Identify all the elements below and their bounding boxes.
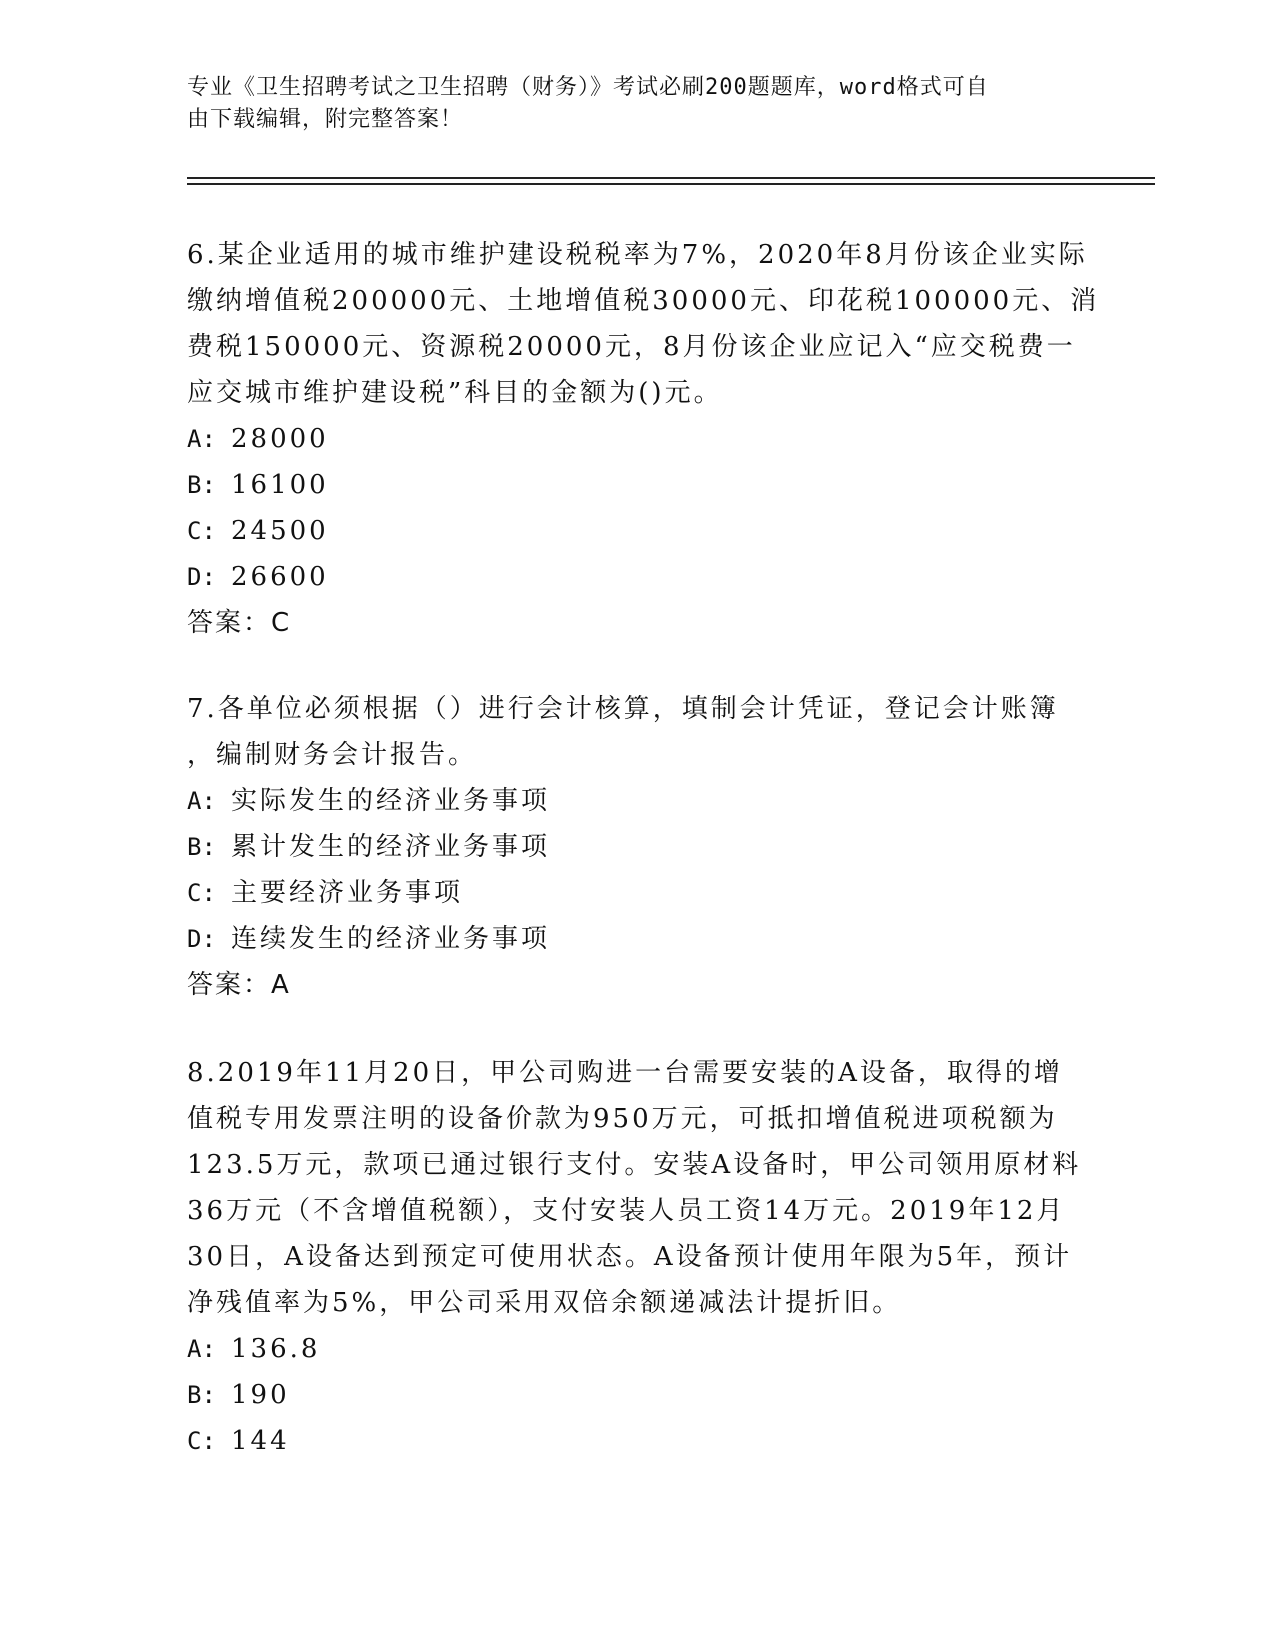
option-text: 累计发生的经济业务事项 — [231, 832, 551, 862]
option-b — [187, 1372, 1087, 1418]
stem-line: 缴纳增值税200000元、土地增值税30000元、印花税100000元、消 — [187, 286, 1100, 316]
option-letter: A: — [187, 1335, 216, 1363]
question-8 — [187, 1050, 1087, 1464]
option-letter: A: — [187, 425, 216, 453]
stem-line: 36万元（不含增值税额），支付安装人员工资14万元。2019年12月 — [187, 1196, 1066, 1226]
header-divider-top — [187, 177, 1155, 179]
answer-line: 答案：C — [187, 608, 292, 638]
option-letter: A: — [187, 787, 216, 815]
option-c — [187, 870, 1087, 916]
question-stem — [187, 686, 1087, 778]
option-text: 190 — [231, 1380, 290, 1410]
stem-line: 净残值率为5%，甲公司采用双倍余额递减法计提折旧。 — [187, 1288, 902, 1318]
header-line-1: 专业《卫生招聘考试之卫生招聘（财务）》考试必刷200题题库，word格式可自 — [187, 75, 989, 100]
document-header — [187, 72, 1067, 136]
option-b — [187, 824, 1087, 870]
option-a — [187, 416, 1087, 462]
option-letter: C: — [187, 1427, 216, 1455]
stem-line: 费税150000元、资源税20000元，8月份该企业应记入“应交税费一 — [187, 332, 1076, 362]
option-c — [187, 1418, 1087, 1464]
stem-line: 6.某企业适用的城市维护建设税税率为7%，2020年8月份该企业实际 — [187, 240, 1088, 270]
option-text: 连续发生的经济业务事项 — [231, 924, 551, 954]
stem-line: ，编制财务会计报告。 — [187, 740, 478, 770]
option-b — [187, 462, 1087, 508]
option-text: 主要经济业务事项 — [231, 878, 464, 908]
stem-line: 7.各单位必须根据（）进行会计核算，填制会计凭证，登记会计账簿 — [187, 694, 1059, 724]
option-a — [187, 1326, 1087, 1372]
option-letter: B: — [187, 1381, 216, 1409]
question-7 — [187, 686, 1087, 1008]
option-letter: C: — [187, 517, 216, 545]
option-letter: D: — [187, 563, 216, 591]
option-text: 16100 — [231, 470, 329, 500]
stem-line: 30日，A设备达到预定可使用状态。A设备预计使用年限为5年，预计 — [187, 1242, 1073, 1272]
header-line-2: 由下载编辑，附完整答案！ — [187, 107, 464, 132]
header-divider-bottom — [187, 183, 1155, 185]
option-a — [187, 778, 1087, 824]
question-6 — [187, 232, 1100, 646]
option-text: 136.8 — [231, 1334, 321, 1364]
option-text: 24500 — [231, 516, 329, 546]
option-letter: D: — [187, 925, 216, 953]
stem-line: 123.5万元，款项已通过银行支付。安装A设备时，甲公司领用原材料 — [187, 1150, 1082, 1180]
stem-line: 值税专用发票注明的设备价款为950万元，可抵扣增值税进项税额为 — [187, 1104, 1058, 1134]
option-text: 28000 — [231, 424, 329, 454]
option-d — [187, 916, 1087, 962]
stem-line: 8.2019年11月20日，甲公司购进一台需要安装的A设备，取得的增 — [187, 1058, 1063, 1088]
option-letter: C: — [187, 879, 216, 907]
option-letter: B: — [187, 471, 216, 499]
stem-line: 应交城市维护建设税”科目的金额为()元。 — [187, 378, 723, 408]
option-d — [187, 554, 1087, 600]
answer-line: 答案：A — [187, 970, 291, 1000]
option-text: 144 — [231, 1426, 290, 1456]
option-text: 26600 — [231, 562, 329, 592]
option-c — [187, 508, 1087, 554]
option-letter: B: — [187, 833, 216, 861]
question-stem — [187, 232, 1100, 416]
option-text: 实际发生的经济业务事项 — [231, 786, 551, 816]
question-stem — [187, 1050, 1087, 1326]
